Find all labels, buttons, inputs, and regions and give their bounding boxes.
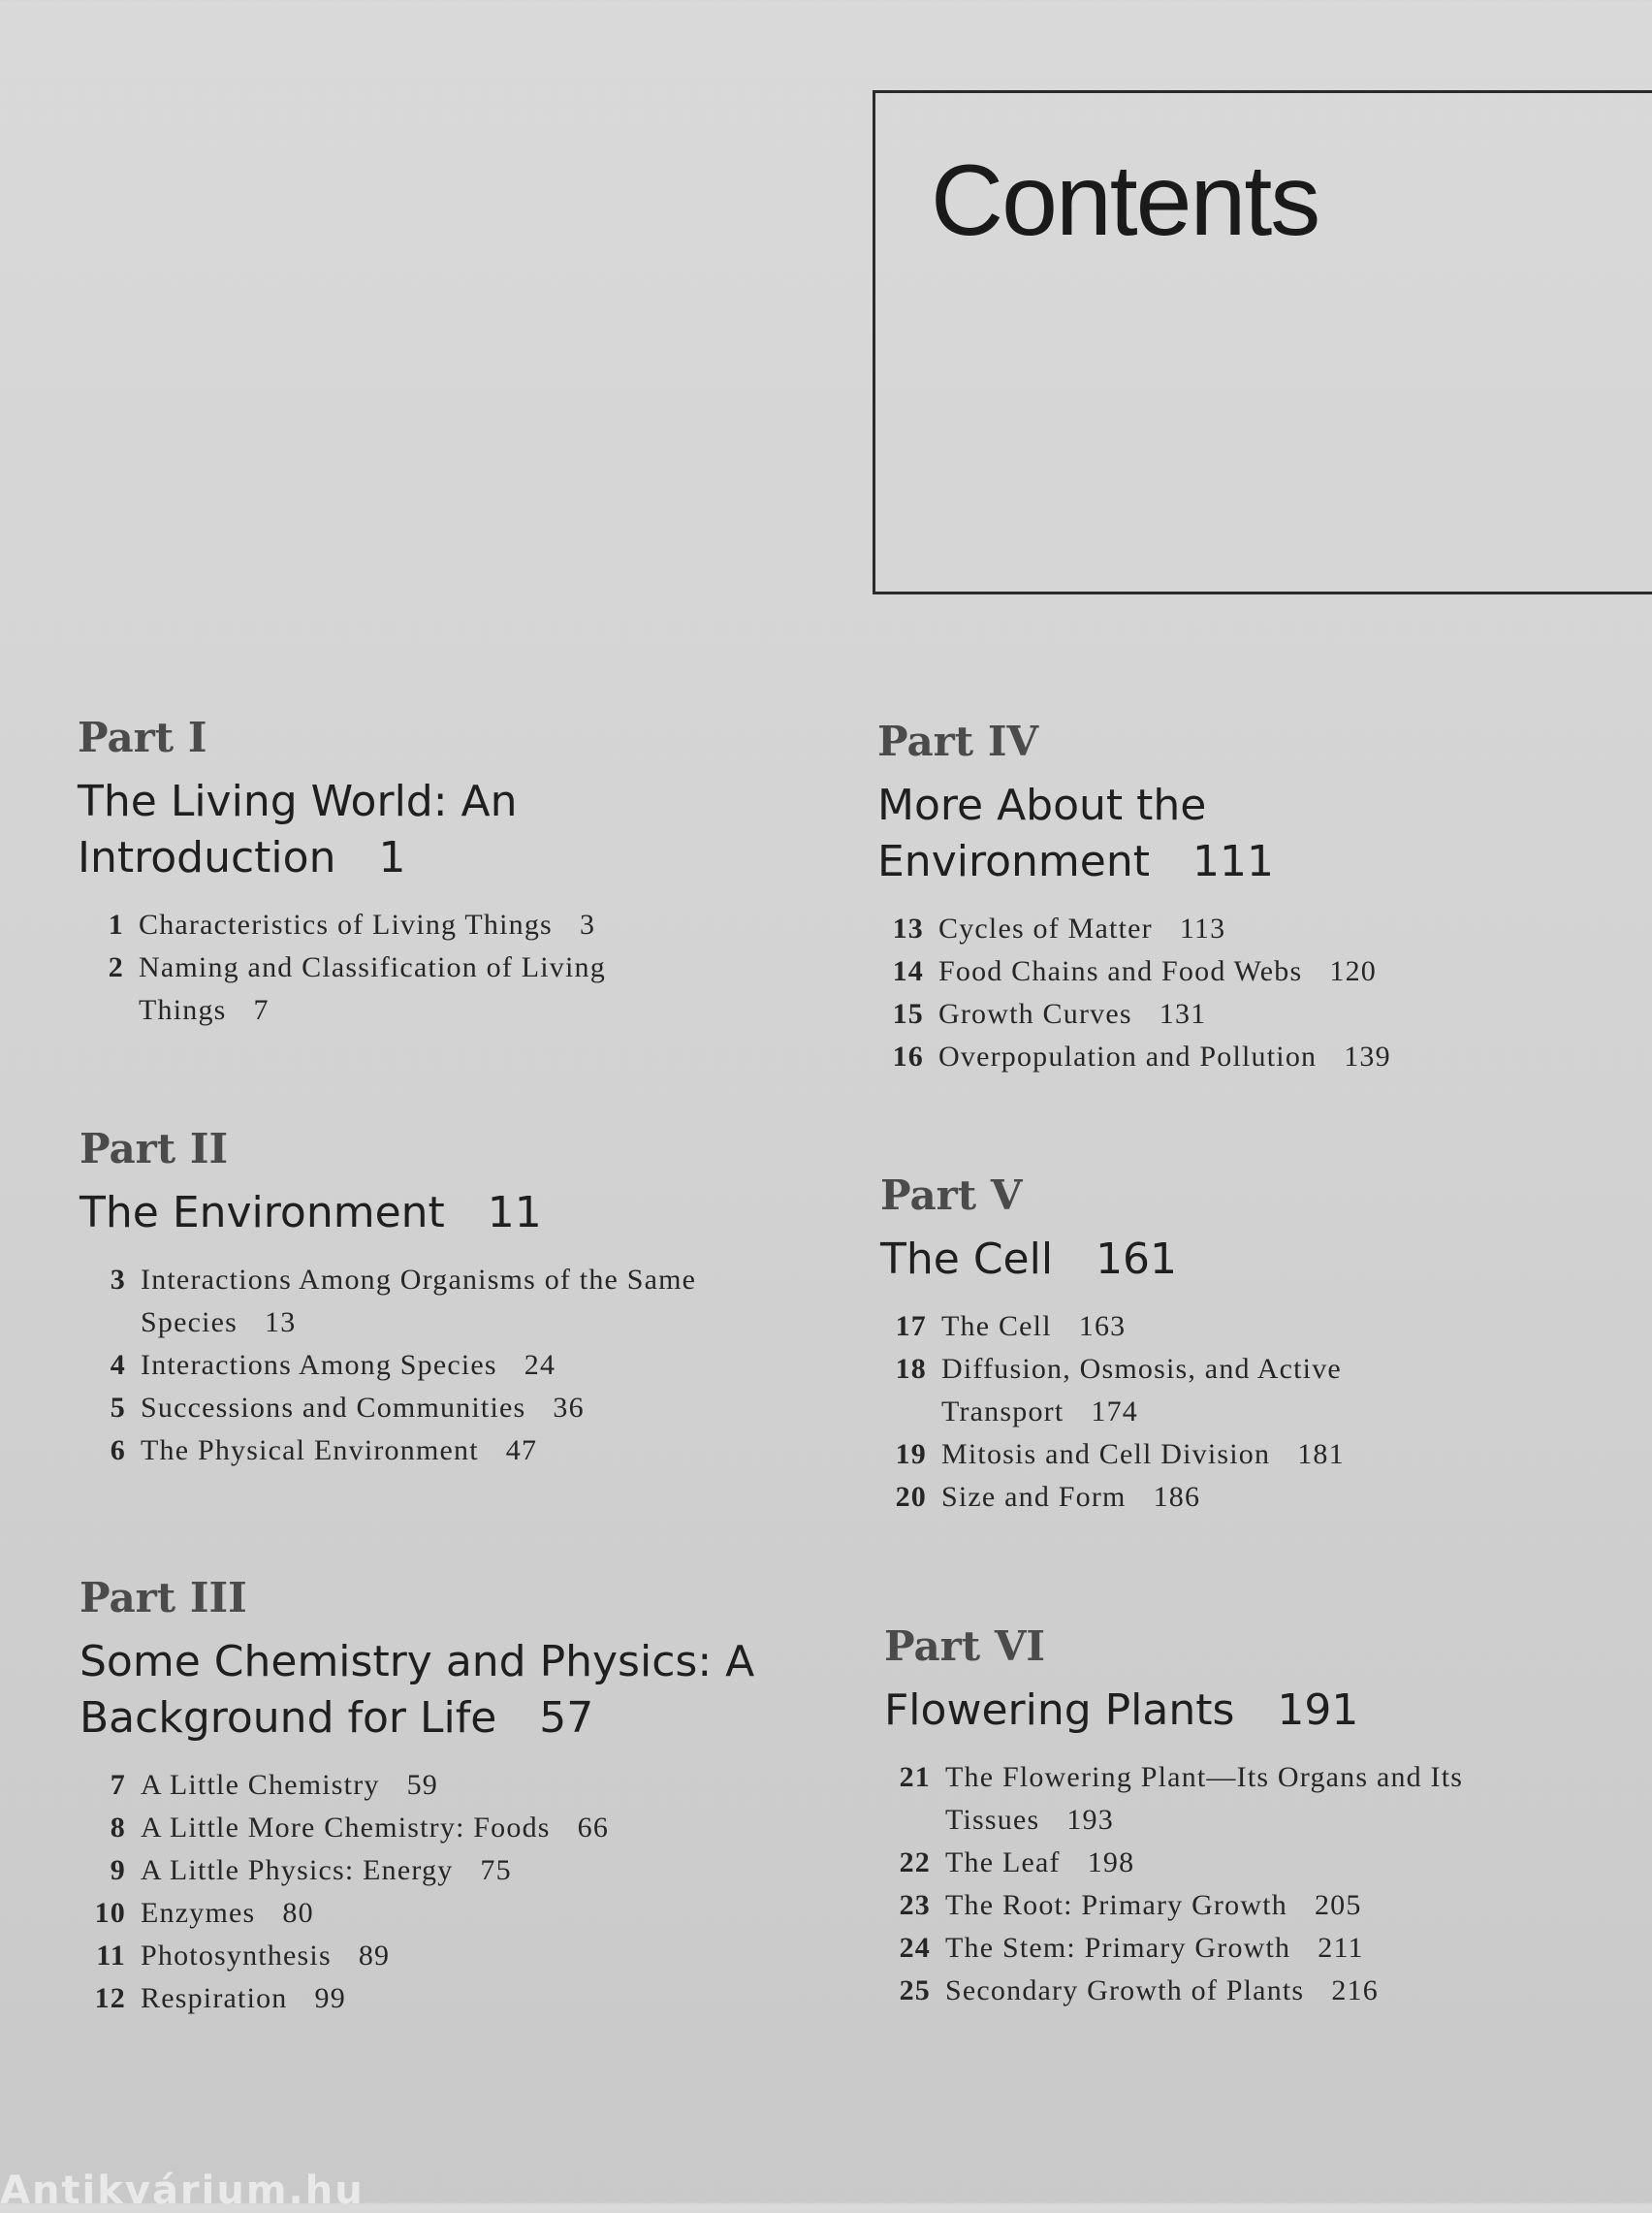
chapter-title: Size and Form <box>941 1481 1127 1514</box>
part-section <box>877 720 1614 1078</box>
chapter-number: 9 <box>110 1854 126 1887</box>
chapter-page-number: 131 <box>1159 998 1207 1031</box>
part-title-text: More About the Environment <box>877 781 1207 887</box>
chapter-item <box>884 1756 1602 1842</box>
part-label: Part IV <box>877 718 1039 765</box>
part-section <box>78 716 814 1032</box>
chapter-item <box>877 908 1614 950</box>
chapter-title: A Little Chemistry <box>141 1769 380 1802</box>
chapter-number: 14 <box>892 955 924 988</box>
chapter-title: Naming and Classification of Living Things <box>139 951 606 1027</box>
chapter-page-number: 193 <box>1066 1804 1114 1837</box>
chapter-number: 7 <box>110 1769 126 1802</box>
chapter-list <box>79 1764 797 2020</box>
chapter-item <box>79 1429 797 1472</box>
chapter-page-number: 186 <box>1153 1481 1201 1514</box>
chapter-number: 2 <box>108 951 124 984</box>
chapter-list <box>78 904 698 1032</box>
chapter-title: Mitosis and Cell Division <box>941 1438 1271 1471</box>
part-title <box>78 774 601 886</box>
chapter-title: The Leaf <box>945 1846 1061 1879</box>
chapter-title: The Physical Environment <box>141 1434 479 1467</box>
chapter-title: The Flowering Plant—Its Organs and Its Tissues <box>945 1761 1464 1837</box>
chapter-number: 4 <box>110 1349 126 1382</box>
part-title <box>79 1634 797 1747</box>
part-page-number: 11 <box>487 1188 542 1238</box>
part-page-number: 191 <box>1277 1685 1359 1736</box>
chapter-item <box>884 1927 1602 1970</box>
chapter-page-number: 24 <box>524 1349 556 1382</box>
chapter-item <box>78 904 698 946</box>
chapter-item <box>884 1842 1602 1884</box>
chapter-item <box>880 1433 1462 1476</box>
chapter-title: Interactions Among Organisms of the Same Species <box>141 1264 697 1339</box>
chapter-title: Cycles of Matter <box>938 913 1153 946</box>
chapter-page-number: 113 <box>1179 913 1226 946</box>
chapter-title: Respiration <box>141 1982 288 2015</box>
part-page-number: 161 <box>1096 1235 1178 1285</box>
part-page-number: 111 <box>1191 837 1274 887</box>
chapter-number: 20 <box>895 1481 927 1514</box>
chapter-item <box>79 1387 797 1429</box>
chapter-page-number: 174 <box>1091 1395 1138 1428</box>
part-page-number: 1 <box>378 833 406 883</box>
chapter-title: A Little More Chemistry: Foods <box>141 1812 551 1844</box>
chapter-title: The Cell <box>941 1310 1052 1343</box>
part-section <box>880 1173 1617 1519</box>
chapter-page-number: 80 <box>282 1897 314 1930</box>
chapter-item <box>884 1970 1602 2012</box>
chapter-item <box>877 1036 1614 1078</box>
part-label: Part I <box>78 714 207 761</box>
part-section <box>79 1127 816 1472</box>
chapter-number: 5 <box>110 1392 126 1425</box>
part-title-text: The Cell <box>880 1235 1054 1285</box>
chapter-number: 22 <box>899 1846 931 1879</box>
chapter-number: 21 <box>899 1761 931 1794</box>
chapter-number: 12 <box>94 1982 126 2015</box>
chapter-number: 23 <box>899 1889 931 1922</box>
chapter-list <box>79 1259 797 1472</box>
chapter-item <box>79 1849 797 1892</box>
chapter-title: The Stem: Primary Growth <box>945 1932 1291 1965</box>
chapter-page-number: 139 <box>1344 1041 1391 1074</box>
chapter-number: 11 <box>96 1940 126 1972</box>
chapter-title: Successions and Communities <box>141 1392 526 1425</box>
part-label: Part VI <box>884 1622 1046 1670</box>
chapter-title: Characteristics of Living Things <box>139 909 553 942</box>
part-title <box>877 778 1323 890</box>
chapter-number: 15 <box>892 998 924 1031</box>
chapter-item <box>79 1259 797 1344</box>
chapter-title: Overpopulation and Pollution <box>938 1041 1318 1074</box>
chapter-title: A Little Physics: Energy <box>141 1854 454 1887</box>
chapter-number: 10 <box>94 1897 126 1930</box>
chapter-page-number: 3 <box>579 909 596 942</box>
chapter-number: 24 <box>899 1932 931 1965</box>
chapter-page-number: 59 <box>406 1769 438 1802</box>
chapter-page-number: 66 <box>577 1812 610 1844</box>
chapter-item <box>78 946 698 1032</box>
chapter-number: 3 <box>110 1264 126 1297</box>
part-label: Part II <box>79 1125 229 1172</box>
chapter-page-number: 181 <box>1297 1438 1345 1471</box>
chapter-item <box>79 1764 797 1807</box>
chapter-title: Photosynthesis <box>141 1940 332 1972</box>
chapter-number: 17 <box>895 1310 927 1343</box>
chapter-page-number: 36 <box>553 1392 585 1425</box>
chapter-title: Interactions Among Species <box>141 1349 497 1382</box>
part-title <box>884 1683 1621 1739</box>
chapter-page-number: 89 <box>358 1940 391 1972</box>
chapter-number: 8 <box>110 1812 126 1844</box>
part-title <box>880 1232 1617 1288</box>
chapter-number: 16 <box>892 1041 924 1074</box>
chapter-page-number: 47 <box>505 1434 538 1467</box>
part-title-text: Flowering Plants <box>884 1685 1235 1736</box>
chapter-item <box>79 1935 797 1977</box>
chapter-page-number: 7 <box>253 994 270 1027</box>
chapter-title: Food Chains and Food Webs <box>938 955 1303 988</box>
chapter-item <box>79 1977 797 2020</box>
part-title <box>79 1185 816 1241</box>
chapter-page-number: 198 <box>1087 1846 1135 1879</box>
part-page-number: 57 <box>539 1693 594 1744</box>
chapter-number: 18 <box>895 1353 927 1386</box>
chapter-page-number: 99 <box>314 1982 346 2015</box>
part-label: Part III <box>79 1574 247 1621</box>
chapter-title: The Root: Primary Growth <box>945 1889 1287 1922</box>
chapter-item <box>877 993 1614 1036</box>
part-section <box>884 1624 1621 2012</box>
chapter-page-number: 13 <box>265 1306 297 1339</box>
watermark-text: Antikvárium.hu <box>0 2168 365 2213</box>
chapter-item <box>884 1884 1602 1927</box>
chapter-item <box>877 950 1614 993</box>
chapter-item <box>79 1807 797 1849</box>
chapter-number: 1 <box>108 909 124 942</box>
chapter-number: 6 <box>110 1434 126 1467</box>
part-title-text: The Living World: An Introduction <box>78 777 518 883</box>
chapter-list <box>880 1305 1462 1519</box>
chapter-page-number: 75 <box>480 1854 512 1887</box>
part-title-text: The Environment <box>79 1188 445 1238</box>
chapter-item <box>880 1348 1462 1433</box>
chapter-number: 19 <box>895 1438 927 1471</box>
chapter-number: 25 <box>899 1974 931 2007</box>
chapter-page-number: 120 <box>1329 955 1377 988</box>
chapter-list <box>877 908 1614 1078</box>
chapter-number: 13 <box>892 913 924 946</box>
chapter-item <box>880 1476 1462 1519</box>
chapter-item <box>79 1344 797 1387</box>
chapter-title: Diffusion, Osmosis, and Active Transport <box>941 1353 1342 1428</box>
chapter-page-number: 216 <box>1331 1974 1379 2007</box>
chapter-item <box>880 1305 1462 1348</box>
chapter-title: Secondary Growth of Plants <box>945 1974 1305 2007</box>
part-label: Part V <box>880 1171 1023 1219</box>
part-title-text: Some Chemistry and Physics: A Background for Life <box>79 1637 755 1744</box>
chapter-page-number: 211 <box>1318 1932 1364 1965</box>
chapter-page-number: 163 <box>1078 1310 1127 1343</box>
chapter-title: Enzymes <box>141 1897 256 1930</box>
chapter-item <box>79 1892 797 1935</box>
contents-title: Contents <box>931 144 1319 257</box>
part-section <box>79 1576 816 2020</box>
chapter-list <box>884 1756 1602 2012</box>
chapter-page-number: 205 <box>1314 1889 1362 1922</box>
chapter-title: Growth Curves <box>938 998 1132 1031</box>
